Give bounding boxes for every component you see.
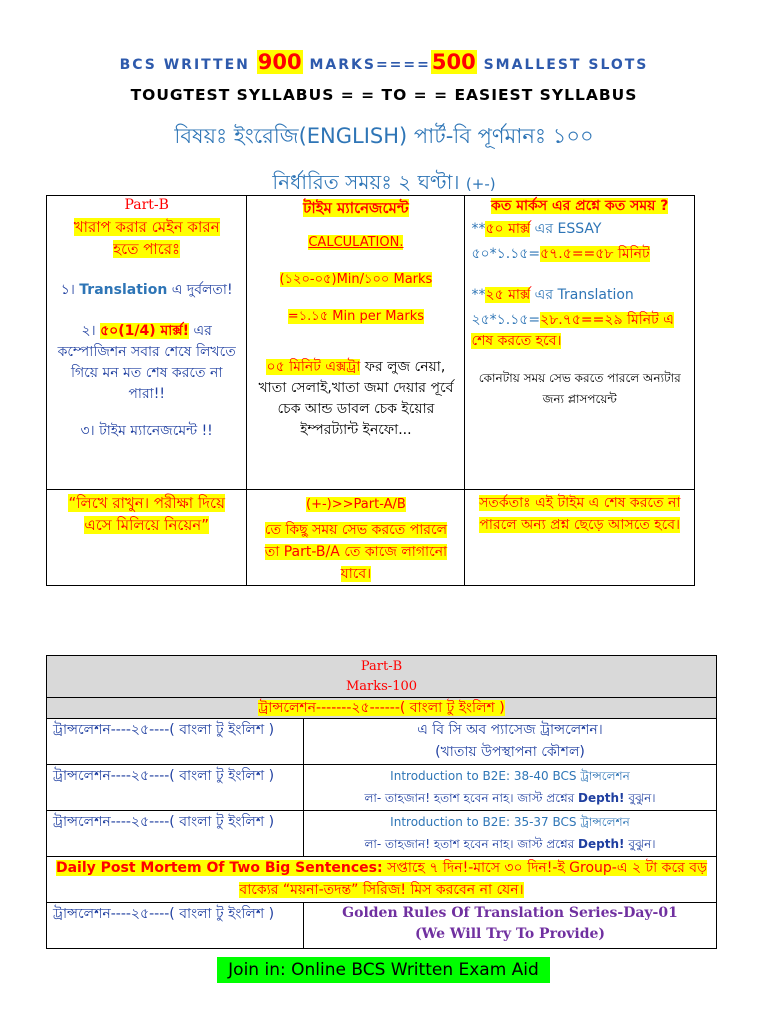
part-ab-cell <box>247 490 465 586</box>
save-time-note: কোনটায় সময় সেভ করতে পারলে অন্যটার জন্য প্লাসপয়েন্ট <box>478 371 681 406</box>
translation-line: **২৫ মার্ক্স এর Translation <box>471 287 634 303</box>
title-line-1 <box>0 50 768 74</box>
row-left: ট্রান্সলেশন----২৫----( বাংলা টু ইংলিশ ) <box>47 903 304 949</box>
marks-time-title: কত মার্কস এর প্রশ্নে কত সময় ? <box>491 198 669 214</box>
row-left: ট্রান্সলেশন----২৫----( বাংলা টু ইংলিশ ) <box>47 765 304 811</box>
part-ab-label: (+-)>>Part-A/B <box>306 497 406 512</box>
title-text: BCS WRITTEN <box>119 57 257 73</box>
part-b-header <box>47 656 717 698</box>
time-text: নির্ধারিত সময়ঃ ২ ঘণ্টা। <box>272 170 466 194</box>
marks-500: 500 <box>431 50 476 74</box>
marks-900: 900 <box>257 50 302 74</box>
formula: (১২০-০৫)Min/১০০ Marks <box>279 272 433 287</box>
warning-cell <box>465 490 695 586</box>
reason-1: ১। Translation এ দুর্বলতা! <box>60 282 233 298</box>
marks-label: Marks-100 <box>345 678 418 694</box>
warning-note: সতর্কতাঃ এই টাইম এ শেষ করতে না পারলে অন্য প্রশ্ন ছেড়ে আসতে হবে। <box>479 495 681 533</box>
row-right: Introduction to B2E: 35-37 BCS ট্রান্সলেশন লা- তাহজান! হতাশ হবেন নাহ। জাস্ট প্রশ্নের Depth! বুঝুন। <box>304 811 717 857</box>
part-b-label: Part-B <box>124 197 169 213</box>
time-management-cell <box>247 196 465 490</box>
extra-time-note: ০৫ মিনিট এক্সট্রা ফর লুজ নেয়া, খাতা সেলাই,খাতা জমা দেয়ার পূর্বে চেক আন্ড ডাবল চেক ইয়োর ইম্পরট্যান্ট ইনফো... <box>258 359 454 438</box>
per-mark: =১.১৫ Min per Marks <box>287 309 425 324</box>
essay-calc: ৫০*১.১৫=৫৭.৫==৫৮ মিনিট <box>471 246 650 262</box>
time-plusminus: (+-) <box>465 175 496 193</box>
translation-subheader: ট্রান্সলেশন-------২৫------( বাংলা টু ইংলিশ ) <box>47 698 717 719</box>
reasons-cell <box>47 196 247 490</box>
time-management-title: টাইম ম্যানেজমেন্ট <box>303 199 409 217</box>
row-left: ট্রান্সলেশন----২৫----( বাংলা টু ইংলিশ ) <box>47 811 304 857</box>
title-text: MARKS==== <box>302 57 431 73</box>
row-right: এ বি সি অব প্যাসেজ ট্রান্সলেশন। (খাতায় উপস্থাপনা কৌশল) <box>304 719 717 765</box>
join-group-link[interactable]: Join in: Online BCS Written Exam Aid <box>217 957 550 983</box>
row-left: ট্রান্সলেশন----২৫----( বাংলা টু ইংলিশ ) <box>47 719 304 765</box>
time-management-table <box>46 195 695 586</box>
reason-3: ৩। টাইম ম্যানেজমেন্ট !! <box>80 423 213 439</box>
calculation-label: CALCULATION. <box>308 235 404 250</box>
essay-line: **৫০ মার্ক্স এর ESSAY <box>471 221 602 237</box>
marks-time-cell <box>465 196 695 490</box>
reason-2: ২। ৫০(1/4) মার্ক্স! এর কম্পোজিশন সবার শেষে লিখতে গিয়ে মন মত শেষ করতে না পারা!! <box>57 323 236 402</box>
note-cell <box>47 490 247 586</box>
title-line-2: TOUGTEST SYLLABUS = = TO = = EASIEST SYLLABUS <box>130 86 638 104</box>
golden-rules-cell: Golden Rules Of Translation Series-Day-01 (We Will Try To Provide) <box>304 903 717 949</box>
part-ab-note: তে কিছু সময় সেভ করতে পারলে তা Part-B/A তে কাজে লাগানো যাবে। <box>264 522 448 582</box>
write-down-note: “লিখে রাখুন। পরীক্ষা দিয়ে এসে মিলিয়ে নিয়েন” <box>68 494 225 534</box>
row-right: Introduction to B2E: 38-40 BCS ট্রান্সলেশন লা- তাহজান! হতাশ হবেন নাহ। জাস্ট প্রশ্নের Depth! বুঝুন। <box>304 765 717 811</box>
title-text: SMALLEST SLOTS <box>476 57 649 73</box>
post-mortem-banner: Daily Post Mortem Of Two Big Sentences: সপ্তাহে ৭ দিন!-মাসে ৩০ দিন!-ই Group-এ ২ টা করে বড় বাক্যের “ময়না-তদন্ত” সিরিজ! মিস করবেন না যেন। <box>47 857 717 903</box>
reason-heading: খারাপ করার মেইন কারন হতে পারেঃ <box>73 218 220 258</box>
part-b-label: Part-B <box>360 658 403 674</box>
subject-line: বিষয়ঃ ইংরেজি(ENGLISH) পার্ট-বি পূর্ণমানঃ ১০০ <box>174 124 594 148</box>
translation-schedule-table <box>46 655 717 949</box>
translation-calc: ২৫*১.১৫=২৮.৭৫==২৯ মিনিট এ শেষ করতে হবে। <box>471 312 674 349</box>
